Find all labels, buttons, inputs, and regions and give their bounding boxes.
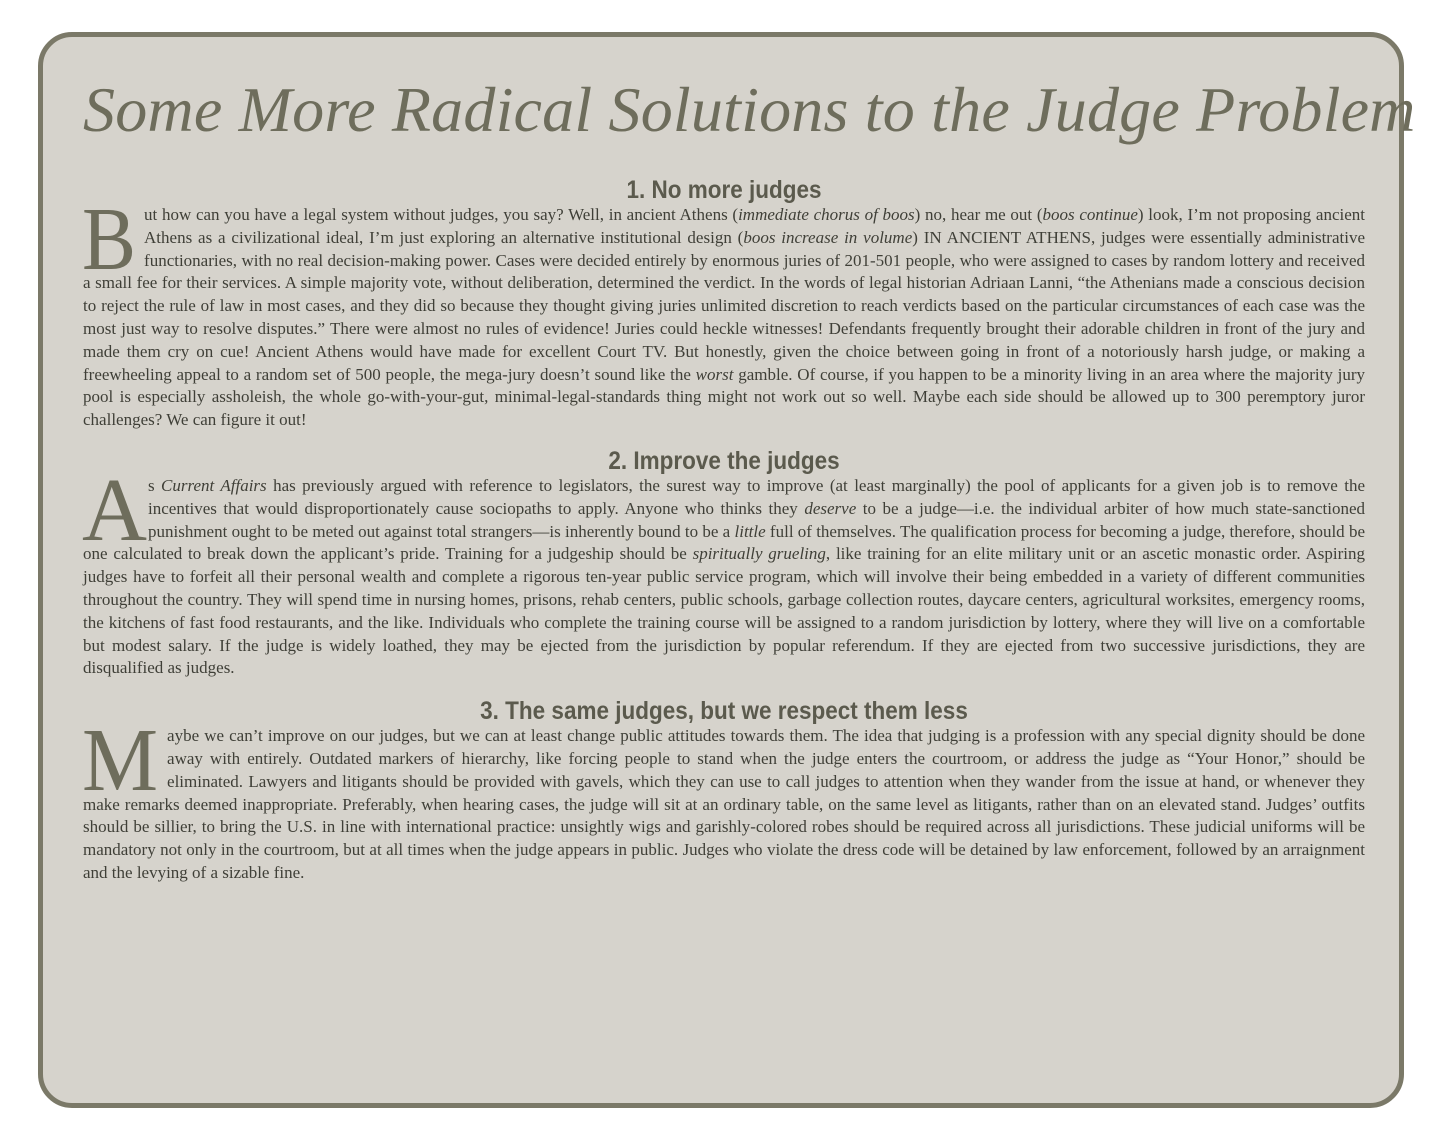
- body-text-italic: deserve: [804, 498, 857, 518]
- body-text-italic: boos continue: [1042, 205, 1138, 224]
- article-title: Some More Radical Solutions to the Judge Problem: [83, 74, 1416, 145]
- article-panel: [38, 32, 1416, 1108]
- body-text: , like training for an elite military unit or an ascetic monastic order. Aspiring judges have to forfeit all their personal wealth and complete a rigorous ten-year public service program, which will involve their being embedded in a variety of different communities throughout the country. They will spend time in nursing homes, prisons, rehab centers, public schools, garbage collection routes, daycare centers, agricultural worksites, emergency rooms, the kitchens of fast food restaurants, and the like. Individuals who complete the training course will be assigned to a random jurisdiction by lottery, where they will live on a comfortable but modest salary. If the judge is widely loathed, they may be ejected from the jurisdiction by popular referendum. If they are ejected from two successive jurisdictions, they are disqualified as judges.: [83, 544, 1365, 678]
- body-text: has previously argued with reference to legislators, the surest way to improve (at least marginally) the pool of applicants for a given job is to remove the incentives that would disproportionately cause sociopaths to apply. Anyone who thinks they: [148, 475, 1366, 518]
- body-text: gamble. Of course, if you happen to be a minority living in an area where the majority jury pool is especially assholeish, the whole go-with-your-gut, minimal-legal-standards thing might not work out so well. Maybe each side should be allowed up to 300 peremptory juror challenges? We can figure it out!: [83, 364, 1366, 430]
- body-text-italic: immediate chorus of boos: [738, 205, 915, 224]
- section-heading: 2. Improve the judges: [608, 446, 840, 475]
- body-text-italic: little: [734, 521, 766, 541]
- body-text: aybe we can’t improve on our judges, but we can at least change public attitudes towards them. The idea that judging is a profession with any special dignity should be done away with entirely. Outdated markers of hierarchy, like forcing people to stand when the judge enters the courtroom, or address the judge as “Your Honor,” should be eliminated. Lawyers and litigants should be provided with gavels, which they can use to call judges to attention when they wander from the issue at hand, or whenever they make remarks deemed inappropriate. Preferably, when hearing cases, the judge will sit at an ordinary table, on the same level as litigants, rather than on an elevated stand. Judges’ outfits should be sillier, to bring the U.S. in line with international practice: unsightly wigs and garishly-colored robes should be required across all jurisdictions. These judicial uniforms will be mandatory not only in the courtroom, but at all times when the judge appears in public. Judges who violate the dress code will be detained by law enforcement, followed by an arraignment and the levying of a sizable fine.: [83, 726, 1365, 882]
- body-text: s: [148, 475, 162, 495]
- section-improve-the-judges: [83, 447, 1365, 680]
- body-text: ) look, I’m not proposing ancient Athens as a civilizational ideal, I’m just exploring an alternative institutional design (: [144, 205, 1365, 247]
- body-text: ut how can you have a legal system without judges, you say? Well, in ancient Athens (: [144, 205, 739, 224]
- body-text-italic: Current Affairs: [161, 475, 267, 495]
- section-no-more-judges: [83, 176, 1365, 432]
- body-text-italic: worst: [695, 364, 734, 384]
- body-text: full of themselves. The qualification process for becoming a judge, therefore, should be one calculated to break down the applicant’s pride. Training for a judgeship should be: [83, 521, 1365, 564]
- body-text: ) IN ANCIENT ATHENS, judges were essentially administrative functionaries, with no real decision-making power. Cases were decided entirely by enormous juries of 201-501 people, who were assigned to cases by random lottery and received a small fee for their services. A simple majority vote, without deliberation, determined the verdict. In the words of legal historian Adriaan Lanni, “the Athenians made a conscious decision to reject the rule of law in most cases, and they did so because they thought giving juries unlimited discretion to reach verdicts based on the particular circumstances of each case was the most just way to resolve disputes.” There were almost no rules of evidence! Juries could heckle witnesses! Defendants frequently brought their adorable children in front of the jury and made them cry on cue! Ancient Athens would have made for excellent Court TV. But honestly, given the choice between going in front of a notoriously harsh judge, or making a freewheeling appeal to a random set of 500 people, the mega-jury doesn’t sound like the: [83, 227, 1365, 384]
- section-respect-them-less: [83, 697, 1365, 885]
- body-text-italic: boos increase in volume: [743, 227, 913, 247]
- body-text-italic: spiritually grueling: [692, 544, 826, 564]
- section-heading: 1. No more judges: [626, 176, 822, 204]
- body-text: to be a judge—i.e. the individual arbiter of how much state-sanctioned punishment ought to be meted out against total strangers—is inherently bound to be a: [148, 498, 1365, 541]
- drop-cap: A: [82, 460, 147, 560]
- drop-cap: M: [82, 711, 159, 811]
- drop-cap: B: [82, 190, 137, 289]
- section-heading: 3. The same judges, but we respect them less: [480, 697, 968, 726]
- body-text: ) no, hear me out (: [914, 205, 1043, 224]
